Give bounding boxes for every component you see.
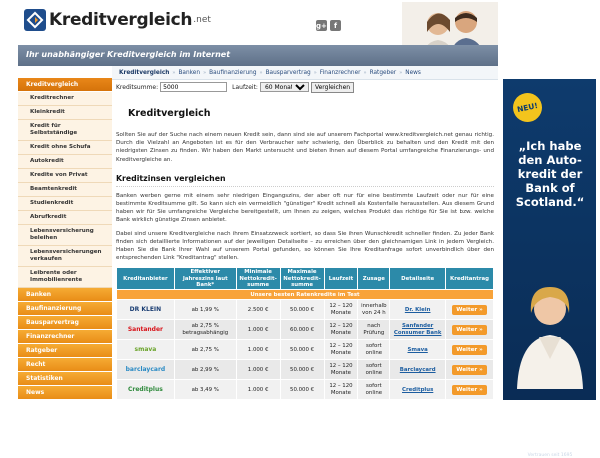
nav-baufinanzierung[interactable]: Baufinanzierung — [209, 69, 257, 76]
sidebar-sub-kleinkredit[interactable]: Kleinkredit — [18, 106, 112, 120]
rate-cell-td — [174, 340, 236, 360]
rate-cell: ab 3,49 % — [191, 386, 219, 393]
logo[interactable] — [24, 7, 211, 33]
max-sum-cell: 50.000 € — [290, 386, 315, 393]
bank-logo-cell-td — [117, 340, 175, 360]
min-sum-cell-td — [236, 380, 280, 400]
apply-button-td — [446, 300, 494, 320]
approval-cell-td — [358, 360, 390, 380]
loan-calculator — [116, 80, 494, 94]
logo-mark-icon — [24, 9, 46, 31]
term-cell: 12 – 120 Monate — [329, 363, 353, 376]
col-detail: Detailseite — [390, 268, 446, 290]
max-sum-cell-td — [280, 360, 324, 380]
sidebar-item-recht[interactable]: Recht — [18, 358, 112, 372]
detail-link-td — [390, 340, 446, 360]
table-band-label: Unsere besten Ratenkredite im Test — [117, 290, 494, 300]
min-sum-cell: 2.500 € — [247, 306, 269, 313]
apply-button[interactable]: Weiter » — [452, 345, 486, 356]
max-sum-cell: 50.000 € — [290, 346, 315, 353]
detail-link-td — [390, 380, 446, 400]
term-cell-td — [324, 340, 358, 360]
sidebar-sub-selbststaendige[interactable]: Kredit für Selbstständige — [18, 120, 112, 141]
sidebar — [18, 78, 112, 400]
detail-link-td — [390, 300, 446, 320]
max-sum-cell: 60.000 € — [290, 326, 315, 333]
term-cell: 12 – 120 Monate — [329, 343, 353, 356]
max-sum-cell: 50.000 € — [290, 306, 315, 313]
nav-separator-icon: » — [363, 69, 367, 76]
bank-logo-cell: Santander — [127, 325, 163, 333]
col-min: Minimale Nettokredit-summe — [236, 268, 280, 290]
rate-cell-td — [174, 320, 236, 340]
min-sum-cell: 1.000 € — [247, 366, 269, 373]
detail-link-td — [390, 320, 446, 340]
main-content — [116, 80, 494, 400]
sidebar-sub-studienkredit[interactable]: Studienkredit — [18, 197, 112, 211]
table-band — [117, 290, 494, 300]
sidebar-item-statistiken[interactable]: Statistiken — [18, 372, 112, 386]
compare-button[interactable]: Vergleichen — [311, 82, 354, 93]
col-antrag: Kreditantrag — [446, 268, 494, 290]
min-sum-cell-td — [236, 320, 280, 340]
sidebar-sub-ohne-schufa[interactable]: Kredit ohne Schufa — [18, 141, 112, 155]
bank-logo-cell-td — [117, 320, 175, 340]
table-row — [117, 300, 494, 320]
term-select[interactable] — [260, 82, 309, 92]
paragraph-2: Dabei sind unsere Kreditvergleiche nach ihrem Einsatzzweck sortiert, so dass Sie ihren Wunschkredit schneller finden. Zu jeder Bank finden sich detaillierte Informationen auf der jeweiligen Detailseite – zu erreichen über den gleichnamigen Link in jedem Vergleich. Haben Sie die Bank Ihrer Wahl auf unserem Portal gefunden, so können Sie Ihre Kreditanfrage sofort unverbindlich über den entsprechenden Link "Kreditantrag" stellen. — [116, 230, 494, 262]
tagline-bar — [18, 45, 498, 66]
logo-text: Kreditvergleich — [49, 10, 193, 30]
bank-logo-cell-td — [117, 360, 175, 380]
col-max: Maximale Nettokredit-summe — [280, 268, 324, 290]
sidebar-item-ratgeber[interactable]: Ratgeber — [18, 344, 112, 358]
approval-cell-td — [358, 380, 390, 400]
ad-badge: NEU! — [510, 90, 544, 124]
ad-woman-photo — [509, 279, 591, 389]
facebook-icon[interactable]: f — [330, 20, 341, 31]
top-nav — [112, 66, 498, 80]
section-title: Kreditzinsen vergleichen — [116, 174, 494, 187]
detail-link[interactable]: Creditplus — [402, 386, 434, 393]
nav-separator-icon: » — [203, 69, 207, 76]
detail-link[interactable]: Smava — [407, 346, 428, 353]
ad-headline: „Ich habe den Auto-kredit der Bank of Scotland.“ — [515, 139, 585, 209]
apply-button-td — [446, 360, 494, 380]
sidebar-sub-lv-beleihen[interactable]: Lebensversicherung beleihen — [18, 225, 112, 246]
ad-bank-claim: Vertrauen seit 1695 — [527, 453, 573, 458]
col-zusage: Zusage — [358, 268, 390, 290]
sidebar-sub-kreditrechner[interactable]: Kreditrechner — [18, 92, 112, 106]
bank-logo-cell: smava — [134, 345, 157, 353]
sidebar-item-news[interactable]: News — [18, 386, 112, 400]
table-row — [117, 380, 494, 400]
nav-news[interactable]: News — [405, 69, 421, 76]
sidebar-item-finanzrechner[interactable]: Finanzrechner — [18, 330, 112, 344]
max-sum-cell-td — [280, 300, 324, 320]
bank-logo-cell: DR KLEIN — [129, 305, 162, 313]
apply-button-td — [446, 320, 494, 340]
detail-link[interactable]: Dr. Klein — [404, 306, 431, 313]
rate-cell-td — [174, 360, 236, 380]
sidebar-item-bausparvertrag[interactable]: Bausparvertrag — [18, 316, 112, 330]
approval-cell: sofort online — [365, 383, 383, 396]
rate-cell: ab 2,99 % — [191, 366, 219, 373]
ad-skyscraper[interactable] — [503, 79, 596, 458]
detail-link[interactable]: Barclaycard — [399, 366, 436, 373]
term-label: Laufzeit: — [232, 83, 258, 91]
rate-cell: ab 2,75 % — [191, 346, 219, 353]
logo-tld: .net — [193, 15, 211, 25]
sidebar-item-baufinanzierung[interactable]: Baufinanzierung — [18, 302, 112, 316]
sidebar-sub-leibrente[interactable]: Leibrente oder Immobilienrente — [18, 267, 112, 288]
bank-logo-cell-td — [117, 300, 175, 320]
min-sum-cell-td — [236, 360, 280, 380]
apply-button-td — [446, 340, 494, 360]
col-anbieter: Kreditanbieter — [117, 268, 175, 290]
apply-button[interactable]: Weiter » — [452, 365, 486, 376]
nav-separator-icon: » — [313, 69, 317, 76]
social-links — [316, 20, 341, 31]
max-sum-cell: 50.000 € — [290, 366, 315, 373]
bank-logo-cell-td — [117, 380, 175, 400]
max-sum-cell-td — [280, 380, 324, 400]
apply-button[interactable]: Weiter » — [452, 385, 486, 396]
bank-logo-cell: barclaycard — [125, 365, 166, 373]
col-laufzeit: Laufzeit — [324, 268, 358, 290]
term-cell: 12 – 120 Monate — [329, 383, 353, 396]
approval-cell: sofort online — [365, 363, 383, 376]
apply-button-td — [446, 380, 494, 400]
term-cell-td — [324, 360, 358, 380]
page-title: Kreditvergleich — [128, 108, 211, 119]
sidebar-sub-beamtenkredit[interactable]: Beamtenkredit — [18, 183, 112, 197]
max-sum-cell-td — [280, 320, 324, 340]
rate-cell-td — [174, 300, 236, 320]
nav-separator-icon: » — [172, 69, 176, 76]
max-sum-cell-td — [280, 340, 324, 360]
detail-link-td — [390, 360, 446, 380]
approval-cell-td — [358, 300, 390, 320]
term-cell-td — [324, 320, 358, 340]
term-cell: 12 – 120 Monate — [329, 303, 353, 316]
approval-cell-td — [358, 320, 390, 340]
sidebar-item-kreditvergleich[interactable]: Kreditvergleich — [18, 78, 112, 92]
sum-label: Kreditsumme: — [116, 83, 159, 91]
rate-cell-td — [174, 380, 236, 400]
nav-separator-icon: » — [259, 69, 263, 76]
sidebar-sub-privat[interactable]: Kredite von Privat — [18, 169, 112, 183]
nav-kreditvergleich[interactable]: Kreditvergleich — [119, 69, 170, 76]
min-sum-cell: 1.000 € — [247, 386, 269, 393]
rate-cell: ab 2,75 % betragsabhängig — [182, 323, 229, 336]
intro-paragraph: Sollten Sie auf der Suche nach einem neuen Kredit sein, dann sind sie auf unserem Fachportal www.kreditvergleich.net genau richtig. Durch die Vielzahl an Angeboten ist es für den Verbraucher sehr schwierig, den Überblick zu behalten und den Kredit mit den niedrigsten Zinsen zu finden. Wir haben den Markt untersucht und bieten Ihnen auf diesem Portal umfangreiche Finanzierungs- und Kreditvergleiche an. — [116, 132, 494, 163]
table-header-row — [117, 268, 494, 290]
apply-button[interactable]: Weiter » — [452, 305, 486, 316]
term-cell: 12 – 120 Monate — [329, 323, 353, 336]
term-cell-td — [324, 300, 358, 320]
google-plus-icon[interactable]: g+ — [316, 21, 327, 30]
apply-button[interactable]: Weiter » — [452, 325, 486, 336]
col-zins: Effektiver Jahreszins laut Bank* — [174, 268, 236, 290]
nav-ratgeber[interactable]: Ratgeber — [369, 69, 397, 76]
bank-logo-cell: Creditplus — [127, 385, 163, 393]
approval-cell-td — [358, 340, 390, 360]
min-sum-cell: 1.000 € — [247, 346, 269, 353]
term-cell-td — [324, 380, 358, 400]
table-row — [117, 340, 494, 360]
ad-bank-name: BANK OF SCOTLAND — [520, 443, 580, 449]
min-sum-cell-td — [236, 300, 280, 320]
loan-comparison-table — [116, 267, 494, 400]
table-row — [117, 360, 494, 380]
sum-input[interactable] — [160, 82, 227, 92]
nav-separator-icon: » — [399, 69, 403, 76]
approval-cell: innerhalb von 24 h — [361, 303, 387, 316]
min-sum-cell-td — [236, 340, 280, 360]
sidebar-sub-lv-verkaufen[interactable]: Lebensversicherungen verkaufen — [18, 246, 112, 267]
sidebar-sub-abrufkredit[interactable]: Abrufkredit — [18, 211, 112, 225]
approval-cell: sofort online — [365, 343, 383, 356]
sidebar-sub-autokredit[interactable]: Autokredit — [18, 155, 112, 169]
nav-banken[interactable]: Banken — [178, 69, 201, 76]
nav-finanzrechner[interactable]: Finanzrechner — [319, 69, 361, 76]
tagline: Ihr unabhängiger Kreditvergleich im Internet — [26, 50, 231, 59]
rate-cell: ab 1,99 % — [191, 306, 219, 313]
nav-bausparvertrag[interactable]: Bausparvertrag — [265, 69, 311, 76]
paragraph-1: Banken werben gerne mit einem sehr niedrigen Eingangszins, der aber oft nur für eine bestimmte Laufzeit oder nur für eine bestimmte Kreditsumme gilt. So kann sich ein vermeidlich "günstiger" Kredit schnell als Kostenfalle herausstellen. Aus diesem Grund haben wir für Sie umfangreiche Vergleiche bereitgestellt, um Ihnen zu zeigen, welches Produkt das richtige für Sie ist bzw. welche Bank wirklich günstige Zinsen anbietet. — [116, 192, 494, 224]
table-row — [117, 320, 494, 340]
detail-link[interactable]: Sanfander Consumer Bank — [393, 323, 442, 336]
approval-cell: nach Prüfung — [363, 323, 385, 336]
min-sum-cell: 1.000 € — [247, 326, 269, 333]
sidebar-item-banken[interactable]: Banken — [18, 288, 112, 302]
